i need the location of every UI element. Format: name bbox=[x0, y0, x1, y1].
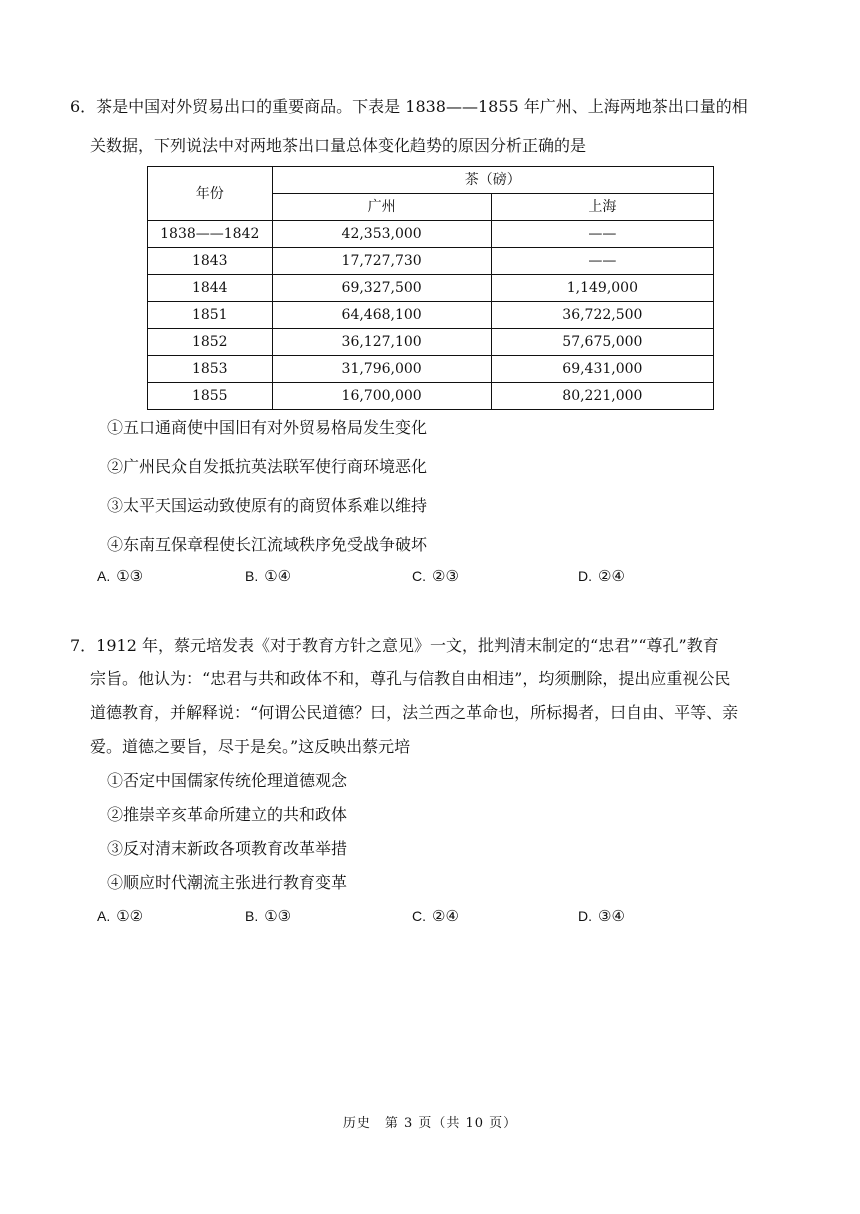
guangzhou-cell: 42,353,000 bbox=[272, 221, 491, 248]
table-row bbox=[148, 356, 714, 383]
choice-value: ①④ bbox=[264, 567, 292, 585]
shanghai-cell: 1,149,000 bbox=[491, 275, 713, 302]
shanghai-cell: —— bbox=[491, 248, 713, 275]
q6-statement-3: ③太平天国运动致使原有的商贸体系难以维持 bbox=[107, 496, 428, 515]
year-header: 年份 bbox=[148, 167, 273, 221]
guangzhou-cell: 64,468,100 bbox=[272, 302, 491, 329]
guangzhou-cell: 36,127,100 bbox=[272, 329, 491, 356]
page-footer: 历史 第 3 页（共 10 页） bbox=[342, 1116, 518, 1131]
q7-choice-c[interactable] bbox=[412, 906, 459, 926]
choice-label: D. bbox=[578, 568, 592, 584]
q6-statement-2: ②广州民众自发抵抗英法联军使行商环境恶化 bbox=[107, 457, 428, 476]
q6-stem-line2: 关数据，下列说法中对两地茶出口量总体变化趋势的原因分析正确的是 bbox=[90, 136, 587, 155]
choice-label: C. bbox=[412, 568, 426, 584]
tea-group-header: 茶（磅） bbox=[272, 167, 713, 194]
year-cell: 1843 bbox=[148, 248, 273, 275]
q7-choice-b[interactable] bbox=[245, 906, 291, 926]
table-row bbox=[148, 275, 714, 302]
choice-label: D. bbox=[578, 908, 592, 924]
shanghai-cell: 69,431,000 bbox=[491, 356, 713, 383]
table-row bbox=[148, 248, 714, 275]
choice-value: ③④ bbox=[598, 907, 625, 925]
q6-choice-a[interactable] bbox=[97, 566, 143, 586]
q7-choices bbox=[97, 906, 737, 926]
q7-statement-3: ③反对清末新政各项教育改革举措 bbox=[107, 839, 348, 858]
choice-value: ②③ bbox=[432, 567, 459, 585]
q7-statement-4: ④顺应时代潮流主张进行教育变革 bbox=[107, 873, 348, 892]
shanghai-cell: 80,221,000 bbox=[491, 383, 713, 410]
shanghai-cell: 57,675,000 bbox=[491, 329, 713, 356]
q7-choice-d[interactable] bbox=[578, 906, 625, 926]
shanghai-cell: 36,722,500 bbox=[491, 302, 713, 329]
table-header-row bbox=[148, 167, 714, 194]
q7-stem-line2: 宗旨。他认为：“忠君与共和政体不和，尊孔与信教自由相违”，均须删除，提出应重视公民 bbox=[90, 669, 731, 688]
table-row bbox=[148, 302, 714, 329]
guangzhou-cell: 17,727,730 bbox=[272, 248, 491, 275]
choice-label: A. bbox=[97, 568, 111, 584]
choice-value: ②④ bbox=[598, 567, 625, 585]
q7-statement-2: ②推崇辛亥革命所建立的共和政体 bbox=[107, 805, 348, 824]
q7-choice-a[interactable] bbox=[97, 906, 143, 926]
q7-statement-1: ①否定中国儒家传统伦理道德观念 bbox=[107, 771, 348, 790]
guangzhou-cell: 16,700,000 bbox=[272, 383, 491, 410]
year-cell: 1844 bbox=[148, 275, 273, 302]
q6-choice-c[interactable] bbox=[412, 566, 459, 586]
tea-export-table bbox=[147, 166, 714, 410]
choice-value: ②④ bbox=[432, 907, 459, 925]
year-cell: 1852 bbox=[148, 329, 273, 356]
choice-value: ①③ bbox=[264, 907, 292, 925]
q6-stem-line1: 6．茶是中国对外贸易出口的重要商品。下表是 1838——1855 年广州、上海两地茶出口量的相 bbox=[70, 97, 748, 116]
year-cell: 1853 bbox=[148, 356, 273, 383]
year-cell: 1851 bbox=[148, 302, 273, 329]
table-row bbox=[148, 221, 714, 248]
year-cell: 1855 bbox=[148, 383, 273, 410]
choice-label: B. bbox=[245, 568, 259, 584]
table-row bbox=[148, 329, 714, 356]
q6-statement-1: ①五口通商使中国旧有对外贸易格局发生变化 bbox=[107, 418, 428, 437]
year-cell: 1838——1842 bbox=[148, 221, 273, 248]
choice-label: B. bbox=[245, 908, 259, 924]
q6-statement-4: ④东南互保章程使长江流域秩序免受战争破坏 bbox=[107, 535, 428, 554]
choice-value: ①③ bbox=[116, 567, 144, 585]
q6-choices bbox=[97, 566, 737, 586]
q7-stem-line1: 7．1912 年，蔡元培发表《对于教育方针之意见》一文，批判清末制定的“忠君”“尊孔”教育 bbox=[70, 636, 719, 655]
guangzhou-cell: 31,796,000 bbox=[272, 356, 491, 383]
guangzhou-header: 广州 bbox=[272, 194, 491, 221]
q6-choice-d[interactable] bbox=[578, 566, 625, 586]
shanghai-header: 上海 bbox=[491, 194, 713, 221]
q7-stem-line4: 爱。道德之要旨，尽于是矣。”这反映出蔡元培 bbox=[90, 737, 411, 756]
table-row bbox=[148, 383, 714, 410]
choice-value: ①② bbox=[116, 907, 144, 925]
shanghai-cell: —— bbox=[491, 221, 713, 248]
q6-choice-b[interactable] bbox=[245, 566, 291, 586]
q7-stem-line3: 道德教育，并解释说：“何谓公民道德？曰，法兰西之革命也，所标揭者，曰自由、平等、亲 bbox=[90, 703, 739, 722]
choice-label: C. bbox=[412, 908, 426, 924]
choice-label: A. bbox=[97, 908, 111, 924]
guangzhou-cell: 69,327,500 bbox=[272, 275, 491, 302]
